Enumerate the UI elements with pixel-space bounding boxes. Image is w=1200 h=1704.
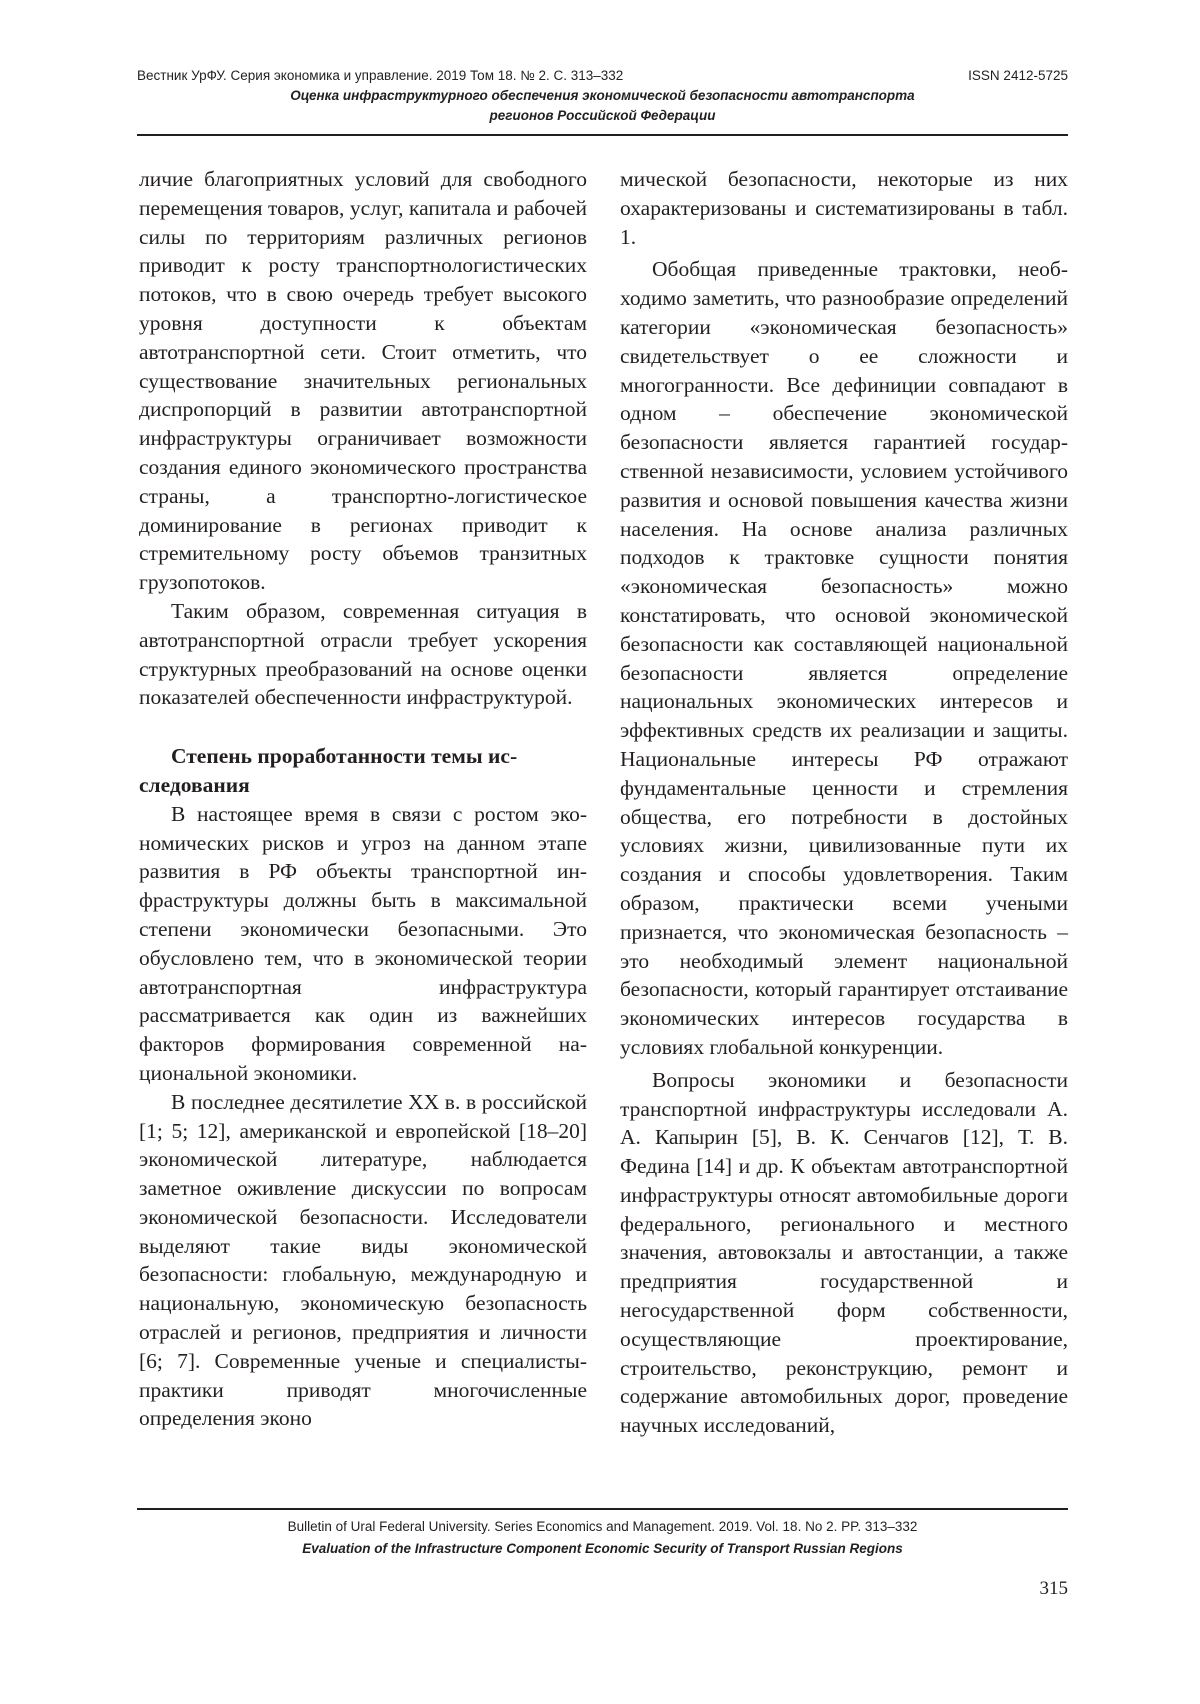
article-title-line-1: Оценка инфраструктурного обеспечения экономической безопасности автотранспорта	[290, 88, 915, 103]
paragraph: Обобщая приведенные трактовки, необходимо заметить, что разнообразие определений категории «экономическая безопасность» свидетельствует о ее сложности и многогранности. Все дефиниции совпадают в одном – обеспечение экономической безопасности является гарантией государственной независимости, условием устойчивого развития и основой повышения качества жизни населения. На основе анализа различных подходов к трактовке сущности понятия «экономическая безопасность» можно констатировать, что основой экономической безопасности как составляющей национальной безопасности является определение национальных экономических интересов и эффективных средств их реализации и защиты. Национальные интересы РФ отражают фундаментальные ценности и стремления общества, его потребности в достойных условиях жизни, цивилизованные пути их создания и способы удовлетворения. Таким образом, практически всеми учеными признается, что экономическая безопасность – это необходимый элемент национальной безопасности, который гарантирует отстаивание экономических интересов государства в условиях глобальной конкуренции.	[620, 257, 1068, 1059]
paragraph: Таким образом, современная ситуация в автотранспортной отрасли требует ускорения структурных преобразований на основе оценки показателей обеспеченности инфраструктурой.	[139, 598, 587, 710]
running-head	[137, 66, 1068, 126]
paragraph: В последнее десятилетие XX в. в российской [1; 5; 12], американской и европейской [18–20] экономической литературе, наблюдается заметное оживление дискуссии по вопросам экономической безопасности. Исследователи выделяют такие виды экономической безопасности: глобальную, международную и национальную, экономическую безопасность отраслей и регионов, предприятия и личности [6; 7]. Современные ученые и специалисты-практики приводят многочисленные определения эконо	[139, 1089, 587, 1431]
right-column	[620, 165, 1068, 1440]
header-rule	[137, 134, 1068, 136]
left-column	[139, 165, 587, 1433]
paragraph: Вопросы экономики и безопасности транспортной инфраструктуры исследовали А. А. Капырин [5], В. К. Сенчагов [12], Т. В. Федина [14] и др. К объектам автотранспортной инфраструктуры относят автомобильные дороги федерального, регионального и местного значения, автовокзалы и автостанции, а также предприятия государственной и негосударственной форм собственности, осуществляющие проектирование, строительство, реконструкцию, ремонт и содержание автомобильных дорог, проведение научных исследований,	[620, 1067, 1068, 1438]
english-citation: Bulletin of Ural Federal University. Series Economics and Management. 2019. Vol. 18. No 2. PP. 313–332	[287, 1519, 918, 1534]
page-number: 315	[1039, 1578, 1068, 1599]
paragraph: В настоящее время в связи с ростом экономических рисков и угроз на данном этапе развития в РФ объекты транспортной инфраструктуры должны быть в максимальной степени экономически безопасными. Это обусловлено тем, что в экономической теории автотранспортная инфраструктура рассматривается как один из важнейших факторов формирования современной национальной экономики.	[139, 801, 587, 1085]
paragraph: личие благоприятных условий для свободного перемещения товаров, услуг, капитала и рабочей силы по территориям различных регионов приводит к росту транспортнологистических потоков, что в свою очередь требует высокого уровня доступности к объектам автотранспортной сети. Стоит отметить, что существование значительных региональных диспропорций в развитии автотранспортной инфраструктуры ограничивает возможности создания единого экономического пространства страны, а транспортно-логистическое доминирование в регионах приводит к стремительному росту объемов транзитных грузопотоков.	[139, 167, 587, 595]
journal-citation: Вестник УрФУ. Серия экономика и управление. 2019 Том 18. № 2. С. 313–332	[137, 68, 624, 83]
running-foot	[137, 1516, 1068, 1560]
running-head-top-line	[137, 66, 1068, 86]
paragraph: мической безопасности, некоторые из них охарактеризованы и систематизированы в табл. 1.	[620, 167, 1068, 249]
issn: ISSN 2412-5725	[968, 68, 1068, 83]
english-title: Evaluation of the Infrastructure Component Economic Security of Transport Russian Regions	[302, 1541, 903, 1556]
section-heading: Степень проработанности темы исследования	[139, 744, 518, 797]
article-title-line-2: регионов Российской Федерации	[489, 108, 716, 123]
footer-rule	[137, 1508, 1068, 1510]
